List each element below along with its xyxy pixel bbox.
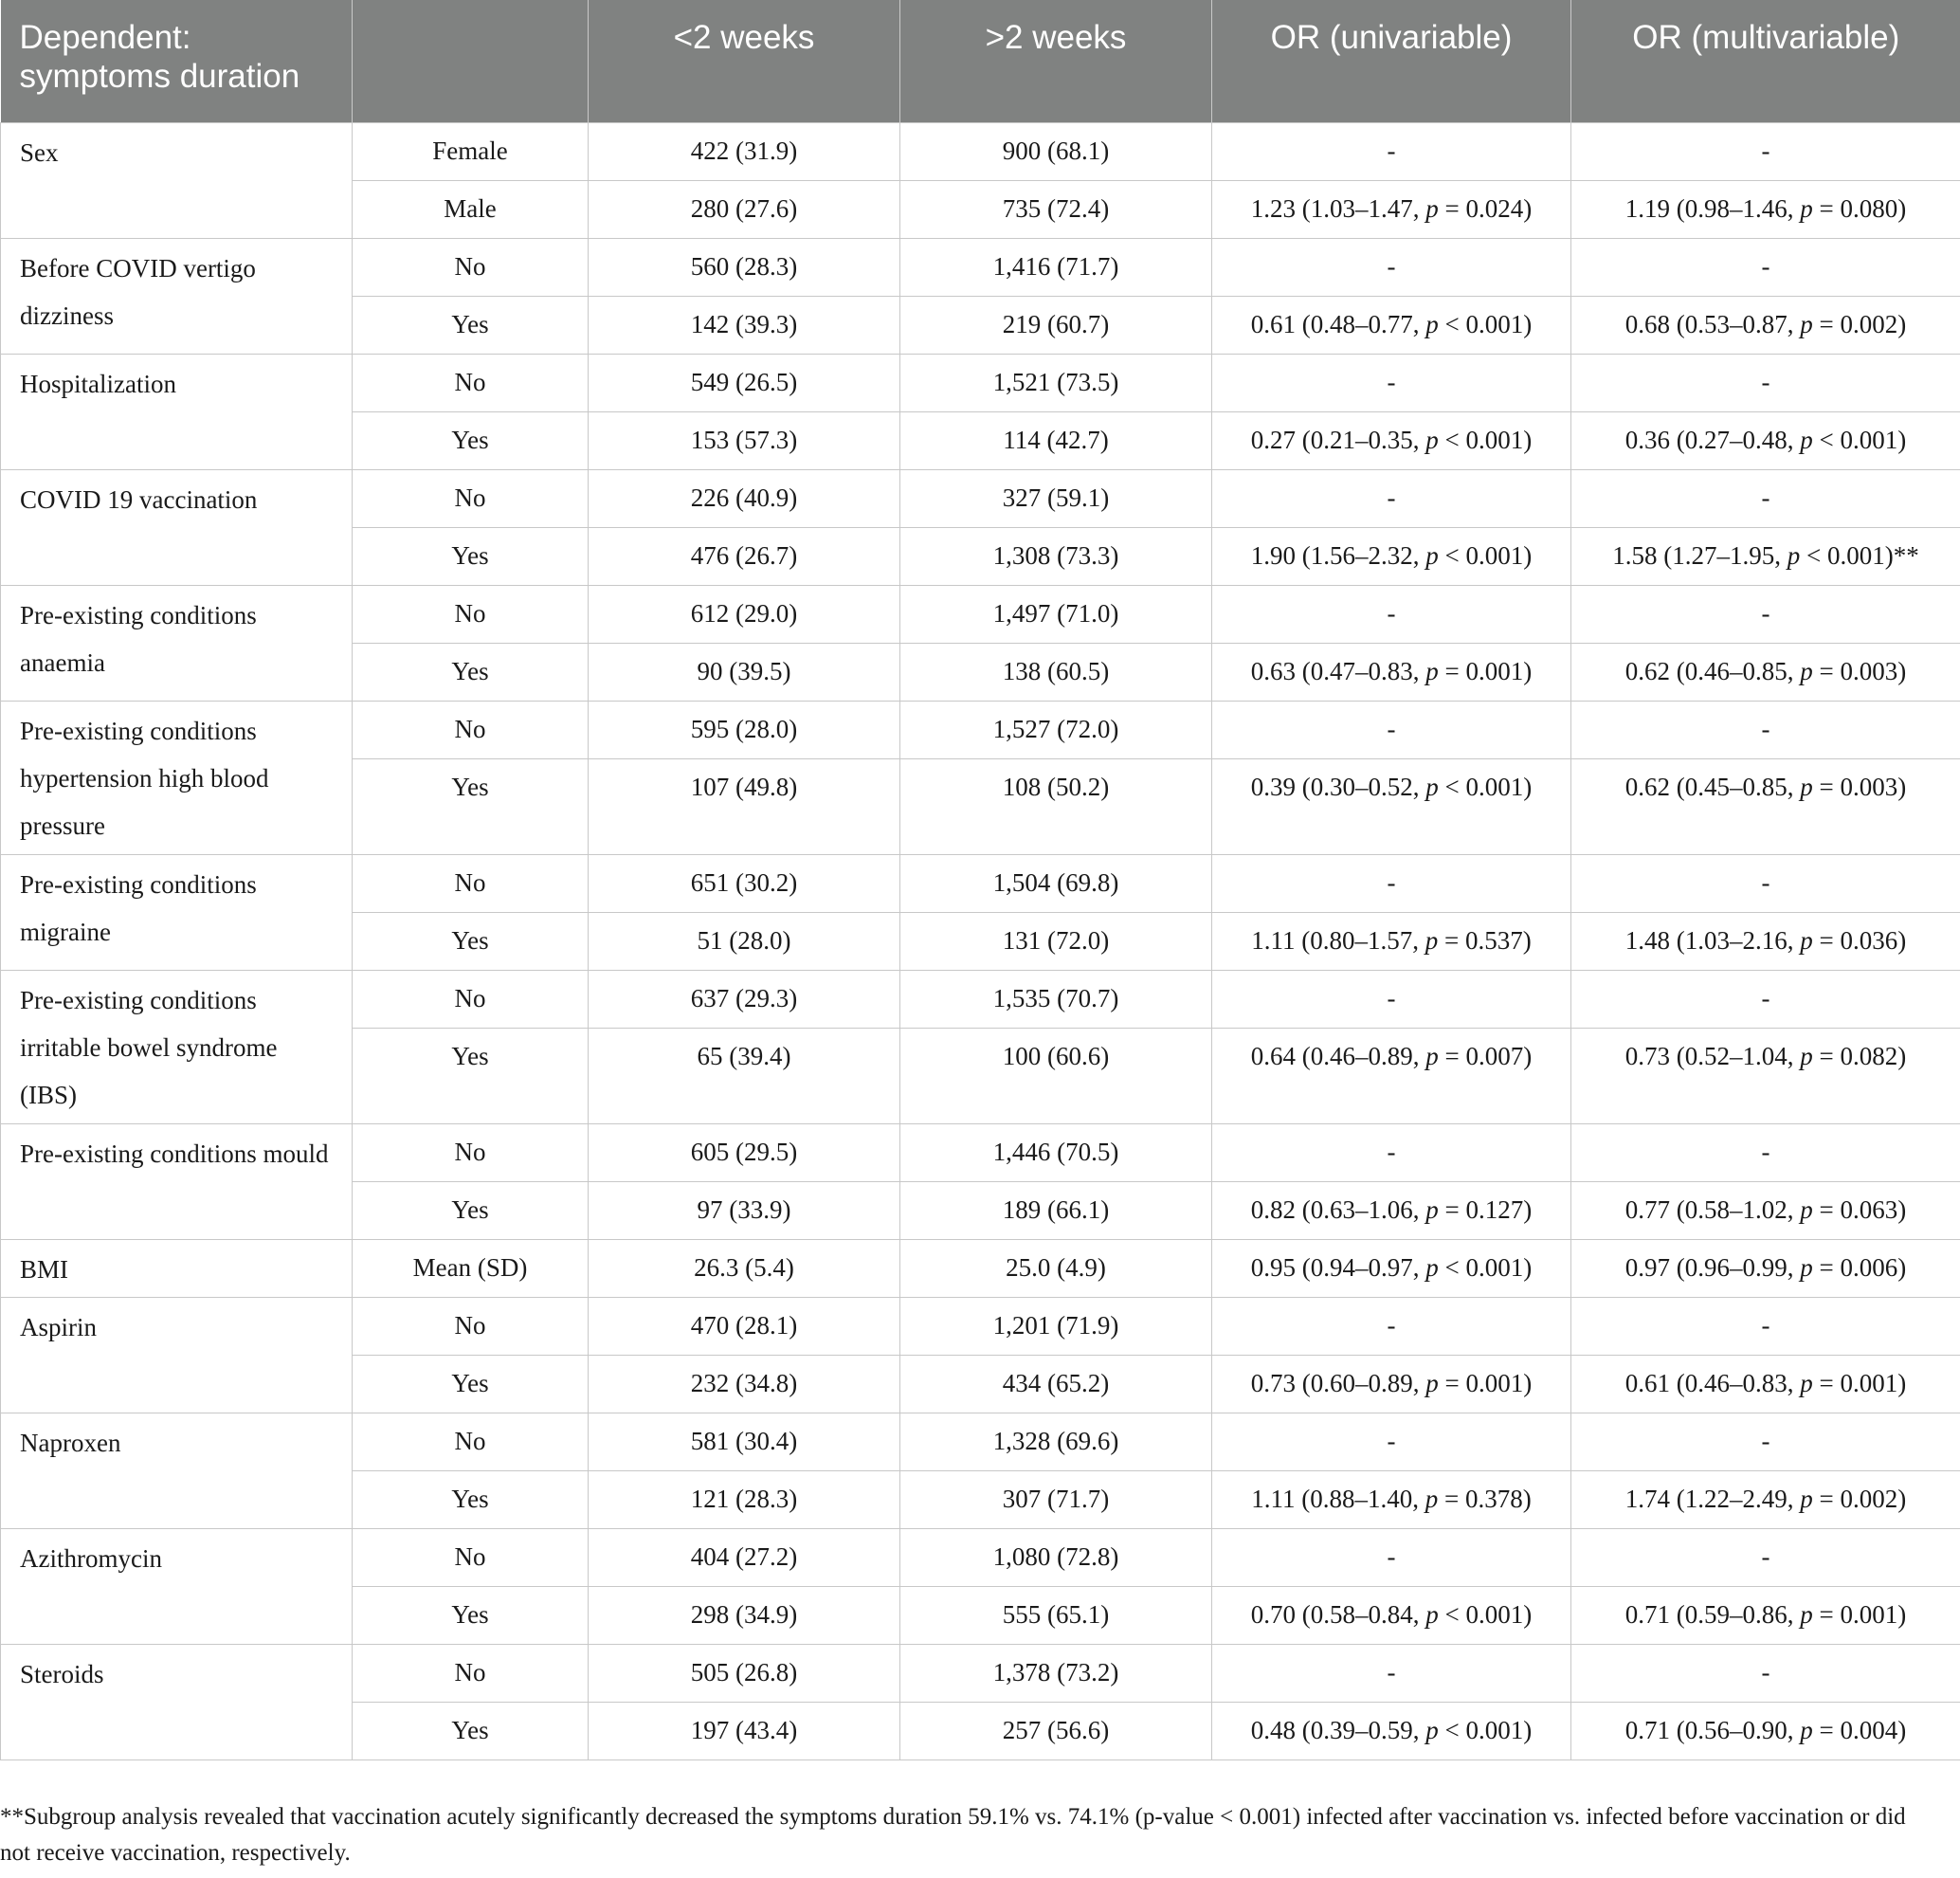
or-multivariable-cell: - xyxy=(1571,701,1960,758)
or-multivariable-cell: - xyxy=(1571,854,1960,912)
or-multivariable-cell: 1.58 (1.27–1.95, p < 0.001)** xyxy=(1571,527,1960,585)
level-cell: Mean (SD) xyxy=(353,1239,589,1297)
header-gt2-weeks: >2 weeks xyxy=(900,0,1212,122)
level-cell: Yes xyxy=(353,758,589,854)
level-cell: No xyxy=(353,701,589,758)
or-univariable-cell: 0.95 (0.94–0.97, p < 0.001) xyxy=(1212,1239,1571,1297)
or-multivariable-cell: 0.68 (0.53–0.87, p = 0.002) xyxy=(1571,296,1960,354)
lt2-weeks-cell: 470 (28.1) xyxy=(589,1297,900,1355)
level-cell: Yes xyxy=(353,1028,589,1123)
gt2-weeks-cell: 1,328 (69.6) xyxy=(900,1413,1212,1470)
gt2-weeks-cell: 257 (56.6) xyxy=(900,1702,1212,1759)
table-row xyxy=(1,1123,1960,1181)
or-univariable-cell: - xyxy=(1212,970,1571,1028)
table-row xyxy=(1,1239,1960,1297)
or-univariable-cell: - xyxy=(1212,585,1571,643)
gt2-weeks-cell: 1,080 (72.8) xyxy=(900,1528,1212,1586)
variable-name-cell: Sex xyxy=(1,122,353,238)
or-univariable-cell: - xyxy=(1212,1123,1571,1181)
table-row xyxy=(1,854,1960,912)
variable-name-cell: Pre-existing conditions migraine xyxy=(1,854,353,970)
lt2-weeks-cell: 605 (29.5) xyxy=(589,1123,900,1181)
level-cell: No xyxy=(353,1644,589,1702)
or-univariable-cell: - xyxy=(1212,854,1571,912)
lt2-weeks-cell: 612 (29.0) xyxy=(589,585,900,643)
header-lt2-weeks: <2 weeks xyxy=(589,0,900,122)
or-univariable-cell: 0.48 (0.39–0.59, p < 0.001) xyxy=(1212,1702,1571,1759)
lt2-weeks-cell: 476 (26.7) xyxy=(589,527,900,585)
gt2-weeks-cell: 138 (60.5) xyxy=(900,643,1212,701)
gt2-weeks-cell: 555 (65.1) xyxy=(900,1586,1212,1644)
variable-name-cell: Pre-existing conditions mould xyxy=(1,1123,353,1239)
table-row xyxy=(1,585,1960,643)
gt2-weeks-cell: 114 (42.7) xyxy=(900,411,1212,469)
lt2-weeks-cell: 90 (39.5) xyxy=(589,643,900,701)
or-multivariable-cell: - xyxy=(1571,122,1960,180)
variable-name-cell: Azithromycin xyxy=(1,1528,353,1644)
or-univariable-cell: - xyxy=(1212,701,1571,758)
variable-name-cell: Steroids xyxy=(1,1644,353,1759)
or-univariable-cell: 0.70 (0.58–0.84, p < 0.001) xyxy=(1212,1586,1571,1644)
or-multivariable-cell: 1.19 (0.98–1.46, p = 0.080) xyxy=(1571,180,1960,238)
or-multivariable-cell: 0.71 (0.59–0.86, p = 0.001) xyxy=(1571,1586,1960,1644)
table-header-row xyxy=(1,0,1960,122)
gt2-weeks-cell: 307 (71.7) xyxy=(900,1470,1212,1528)
lt2-weeks-cell: 97 (33.9) xyxy=(589,1181,900,1239)
lt2-weeks-cell: 65 (39.4) xyxy=(589,1028,900,1123)
lt2-weeks-cell: 121 (28.3) xyxy=(589,1470,900,1528)
or-univariable-cell: 1.11 (0.88–1.40, p = 0.378) xyxy=(1212,1470,1571,1528)
level-cell: Yes xyxy=(353,1355,589,1413)
level-cell: Yes xyxy=(353,912,589,970)
gt2-weeks-cell: 1,521 (73.5) xyxy=(900,354,1212,411)
or-univariable-cell: - xyxy=(1212,354,1571,411)
lt2-weeks-cell: 107 (49.8) xyxy=(589,758,900,854)
gt2-weeks-cell: 1,308 (73.3) xyxy=(900,527,1212,585)
table-row xyxy=(1,354,1960,411)
gt2-weeks-cell: 219 (60.7) xyxy=(900,296,1212,354)
or-multivariable-cell: - xyxy=(1571,1413,1960,1470)
variable-name-cell: Before COVID vertigo dizziness xyxy=(1,238,353,354)
lt2-weeks-cell: 505 (26.8) xyxy=(589,1644,900,1702)
variable-name-cell: Naproxen xyxy=(1,1413,353,1528)
or-multivariable-cell: 0.73 (0.52–1.04, p = 0.082) xyxy=(1571,1028,1960,1123)
variable-name-cell: Pre-existing conditions anaemia xyxy=(1,585,353,701)
lt2-weeks-cell: 280 (27.6) xyxy=(589,180,900,238)
level-cell: Yes xyxy=(353,527,589,585)
variable-name-cell: Hospitalization xyxy=(1,354,353,469)
or-univariable-cell: 0.64 (0.46–0.89, p = 0.007) xyxy=(1212,1028,1571,1123)
gt2-weeks-cell: 131 (72.0) xyxy=(900,912,1212,970)
table-row xyxy=(1,122,1960,180)
table-row xyxy=(1,1413,1960,1470)
or-multivariable-cell: - xyxy=(1571,1123,1960,1181)
table-row xyxy=(1,701,1960,758)
header-or-multivariable: OR (multivariable) xyxy=(1571,0,1960,122)
gt2-weeks-cell: 434 (65.2) xyxy=(900,1355,1212,1413)
level-cell: No xyxy=(353,1297,589,1355)
lt2-weeks-cell: 404 (27.2) xyxy=(589,1528,900,1586)
gt2-weeks-cell: 108 (50.2) xyxy=(900,758,1212,854)
variable-name-cell: BMI xyxy=(1,1239,353,1297)
gt2-weeks-cell: 25.0 (4.9) xyxy=(900,1239,1212,1297)
table-footnote: **Subgroup analysis revealed that vaccination acutely significantly decreased the symptoms duration 59.1% vs. 74.1% (p-value < 0.001) infected after vaccination vs. infected before vaccination or did not receive vaccination, respectively. xyxy=(0,1804,1906,1866)
lt2-weeks-cell: 298 (34.9) xyxy=(589,1586,900,1644)
header-or-univariable: OR (univariable) xyxy=(1212,0,1571,122)
lt2-weeks-cell: 226 (40.9) xyxy=(589,469,900,527)
or-univariable-cell: - xyxy=(1212,122,1571,180)
gt2-weeks-cell: 1,527 (72.0) xyxy=(900,701,1212,758)
table-row xyxy=(1,238,1960,296)
or-multivariable-cell: 0.62 (0.46–0.85, p = 0.003) xyxy=(1571,643,1960,701)
or-multivariable-cell: 0.62 (0.45–0.85, p = 0.003) xyxy=(1571,758,1960,854)
or-multivariable-cell: - xyxy=(1571,1644,1960,1702)
lt2-weeks-cell: 595 (28.0) xyxy=(589,701,900,758)
or-univariable-cell: 0.61 (0.48–0.77, p < 0.001) xyxy=(1212,296,1571,354)
level-cell: Yes xyxy=(353,1181,589,1239)
lt2-weeks-cell: 581 (30.4) xyxy=(589,1413,900,1470)
or-multivariable-cell: - xyxy=(1571,469,1960,527)
or-multivariable-cell: 0.36 (0.27–0.48, p < 0.001) xyxy=(1571,411,1960,469)
or-univariable-cell: 0.27 (0.21–0.35, p < 0.001) xyxy=(1212,411,1571,469)
gt2-weeks-cell: 900 (68.1) xyxy=(900,122,1212,180)
level-cell: No xyxy=(353,354,589,411)
lt2-weeks-cell: 51 (28.0) xyxy=(589,912,900,970)
or-multivariable-cell: - xyxy=(1571,1528,1960,1586)
or-univariable-cell: 0.39 (0.30–0.52, p < 0.001) xyxy=(1212,758,1571,854)
table-row xyxy=(1,970,1960,1028)
lt2-weeks-cell: 26.3 (5.4) xyxy=(589,1239,900,1297)
or-univariable-cell: 0.73 (0.60–0.89, p = 0.001) xyxy=(1212,1355,1571,1413)
lt2-weeks-cell: 651 (30.2) xyxy=(589,854,900,912)
or-multivariable-cell: 1.48 (1.03–2.16, p = 0.036) xyxy=(1571,912,1960,970)
or-univariable-cell: 1.11 (0.80–1.57, p = 0.537) xyxy=(1212,912,1571,970)
table-row xyxy=(1,1528,1960,1586)
gt2-weeks-cell: 1,504 (69.8) xyxy=(900,854,1212,912)
level-cell: Yes xyxy=(353,1586,589,1644)
variable-name-cell: Aspirin xyxy=(1,1297,353,1413)
or-univariable-cell: 0.82 (0.63–1.06, p = 0.127) xyxy=(1212,1181,1571,1239)
or-multivariable-cell: - xyxy=(1571,970,1960,1028)
level-cell: No xyxy=(353,1528,589,1586)
gt2-weeks-cell: 1,378 (73.2) xyxy=(900,1644,1212,1702)
or-multivariable-cell: - xyxy=(1571,585,1960,643)
gt2-weeks-cell: 1,201 (71.9) xyxy=(900,1297,1212,1355)
header-dependent: Dependent: symptoms duration xyxy=(1,0,353,122)
or-multivariable-cell: 1.74 (1.22–2.49, p = 0.002) xyxy=(1571,1470,1960,1528)
or-multivariable-cell: 0.77 (0.58–1.02, p = 0.063) xyxy=(1571,1181,1960,1239)
gt2-weeks-cell: 1,416 (71.7) xyxy=(900,238,1212,296)
level-cell: No xyxy=(353,1413,589,1470)
or-univariable-cell: - xyxy=(1212,1528,1571,1586)
lt2-weeks-cell: 197 (43.4) xyxy=(589,1702,900,1759)
or-univariable-cell: 1.90 (1.56–2.32, p < 0.001) xyxy=(1212,527,1571,585)
lt2-weeks-cell: 549 (26.5) xyxy=(589,354,900,411)
gt2-weeks-cell: 100 (60.6) xyxy=(900,1028,1212,1123)
lt2-weeks-cell: 637 (29.3) xyxy=(589,970,900,1028)
table-row xyxy=(1,1644,1960,1702)
variable-name-cell: Pre-existing conditions irritable bowel syndrome (IBS) xyxy=(1,970,353,1123)
level-cell: Yes xyxy=(353,1702,589,1759)
level-cell: Yes xyxy=(353,1470,589,1528)
or-univariable-cell: - xyxy=(1212,1297,1571,1355)
or-multivariable-cell: 0.61 (0.46–0.83, p = 0.001) xyxy=(1571,1355,1960,1413)
header-level xyxy=(353,0,589,122)
or-univariable-cell: - xyxy=(1212,1644,1571,1702)
level-cell: Female xyxy=(353,122,589,180)
table-row xyxy=(1,1297,1960,1355)
gt2-weeks-cell: 1,535 (70.7) xyxy=(900,970,1212,1028)
lt2-weeks-cell: 153 (57.3) xyxy=(589,411,900,469)
or-univariable-cell: - xyxy=(1212,469,1571,527)
or-univariable-cell: - xyxy=(1212,238,1571,296)
gt2-weeks-cell: 327 (59.1) xyxy=(900,469,1212,527)
level-cell: No xyxy=(353,238,589,296)
or-univariable-cell: 1.23 (1.03–1.47, p = 0.024) xyxy=(1212,180,1571,238)
gt2-weeks-cell: 1,446 (70.5) xyxy=(900,1123,1212,1181)
level-cell: No xyxy=(353,854,589,912)
or-multivariable-cell: - xyxy=(1571,238,1960,296)
variable-name-cell: Pre-existing conditions hypertension high blood pressure xyxy=(1,701,353,854)
gt2-weeks-cell: 189 (66.1) xyxy=(900,1181,1212,1239)
level-cell: No xyxy=(353,1123,589,1181)
level-cell: Yes xyxy=(353,411,589,469)
or-multivariable-cell: - xyxy=(1571,1297,1960,1355)
table-body xyxy=(1,122,1960,1759)
level-cell: No xyxy=(353,469,589,527)
gt2-weeks-cell: 1,497 (71.0) xyxy=(900,585,1212,643)
lt2-weeks-cell: 422 (31.9) xyxy=(589,122,900,180)
or-multivariable-cell: - xyxy=(1571,354,1960,411)
level-cell: Male xyxy=(353,180,589,238)
or-univariable-cell: 0.63 (0.47–0.83, p = 0.001) xyxy=(1212,643,1571,701)
level-cell: Yes xyxy=(353,296,589,354)
or-multivariable-cell: 0.71 (0.56–0.90, p = 0.004) xyxy=(1571,1702,1960,1759)
level-cell: Yes xyxy=(353,643,589,701)
lt2-weeks-cell: 232 (34.8) xyxy=(589,1355,900,1413)
or-multivariable-cell: 0.97 (0.96–0.99, p = 0.006) xyxy=(1571,1239,1960,1297)
table-row xyxy=(1,469,1960,527)
level-cell: No xyxy=(353,970,589,1028)
lt2-weeks-cell: 142 (39.3) xyxy=(589,296,900,354)
gt2-weeks-cell: 735 (72.4) xyxy=(900,180,1212,238)
or-univariable-cell: - xyxy=(1212,1413,1571,1470)
level-cell: No xyxy=(353,585,589,643)
lt2-weeks-cell: 560 (28.3) xyxy=(589,238,900,296)
variable-name-cell: COVID 19 vaccination xyxy=(1,469,353,585)
